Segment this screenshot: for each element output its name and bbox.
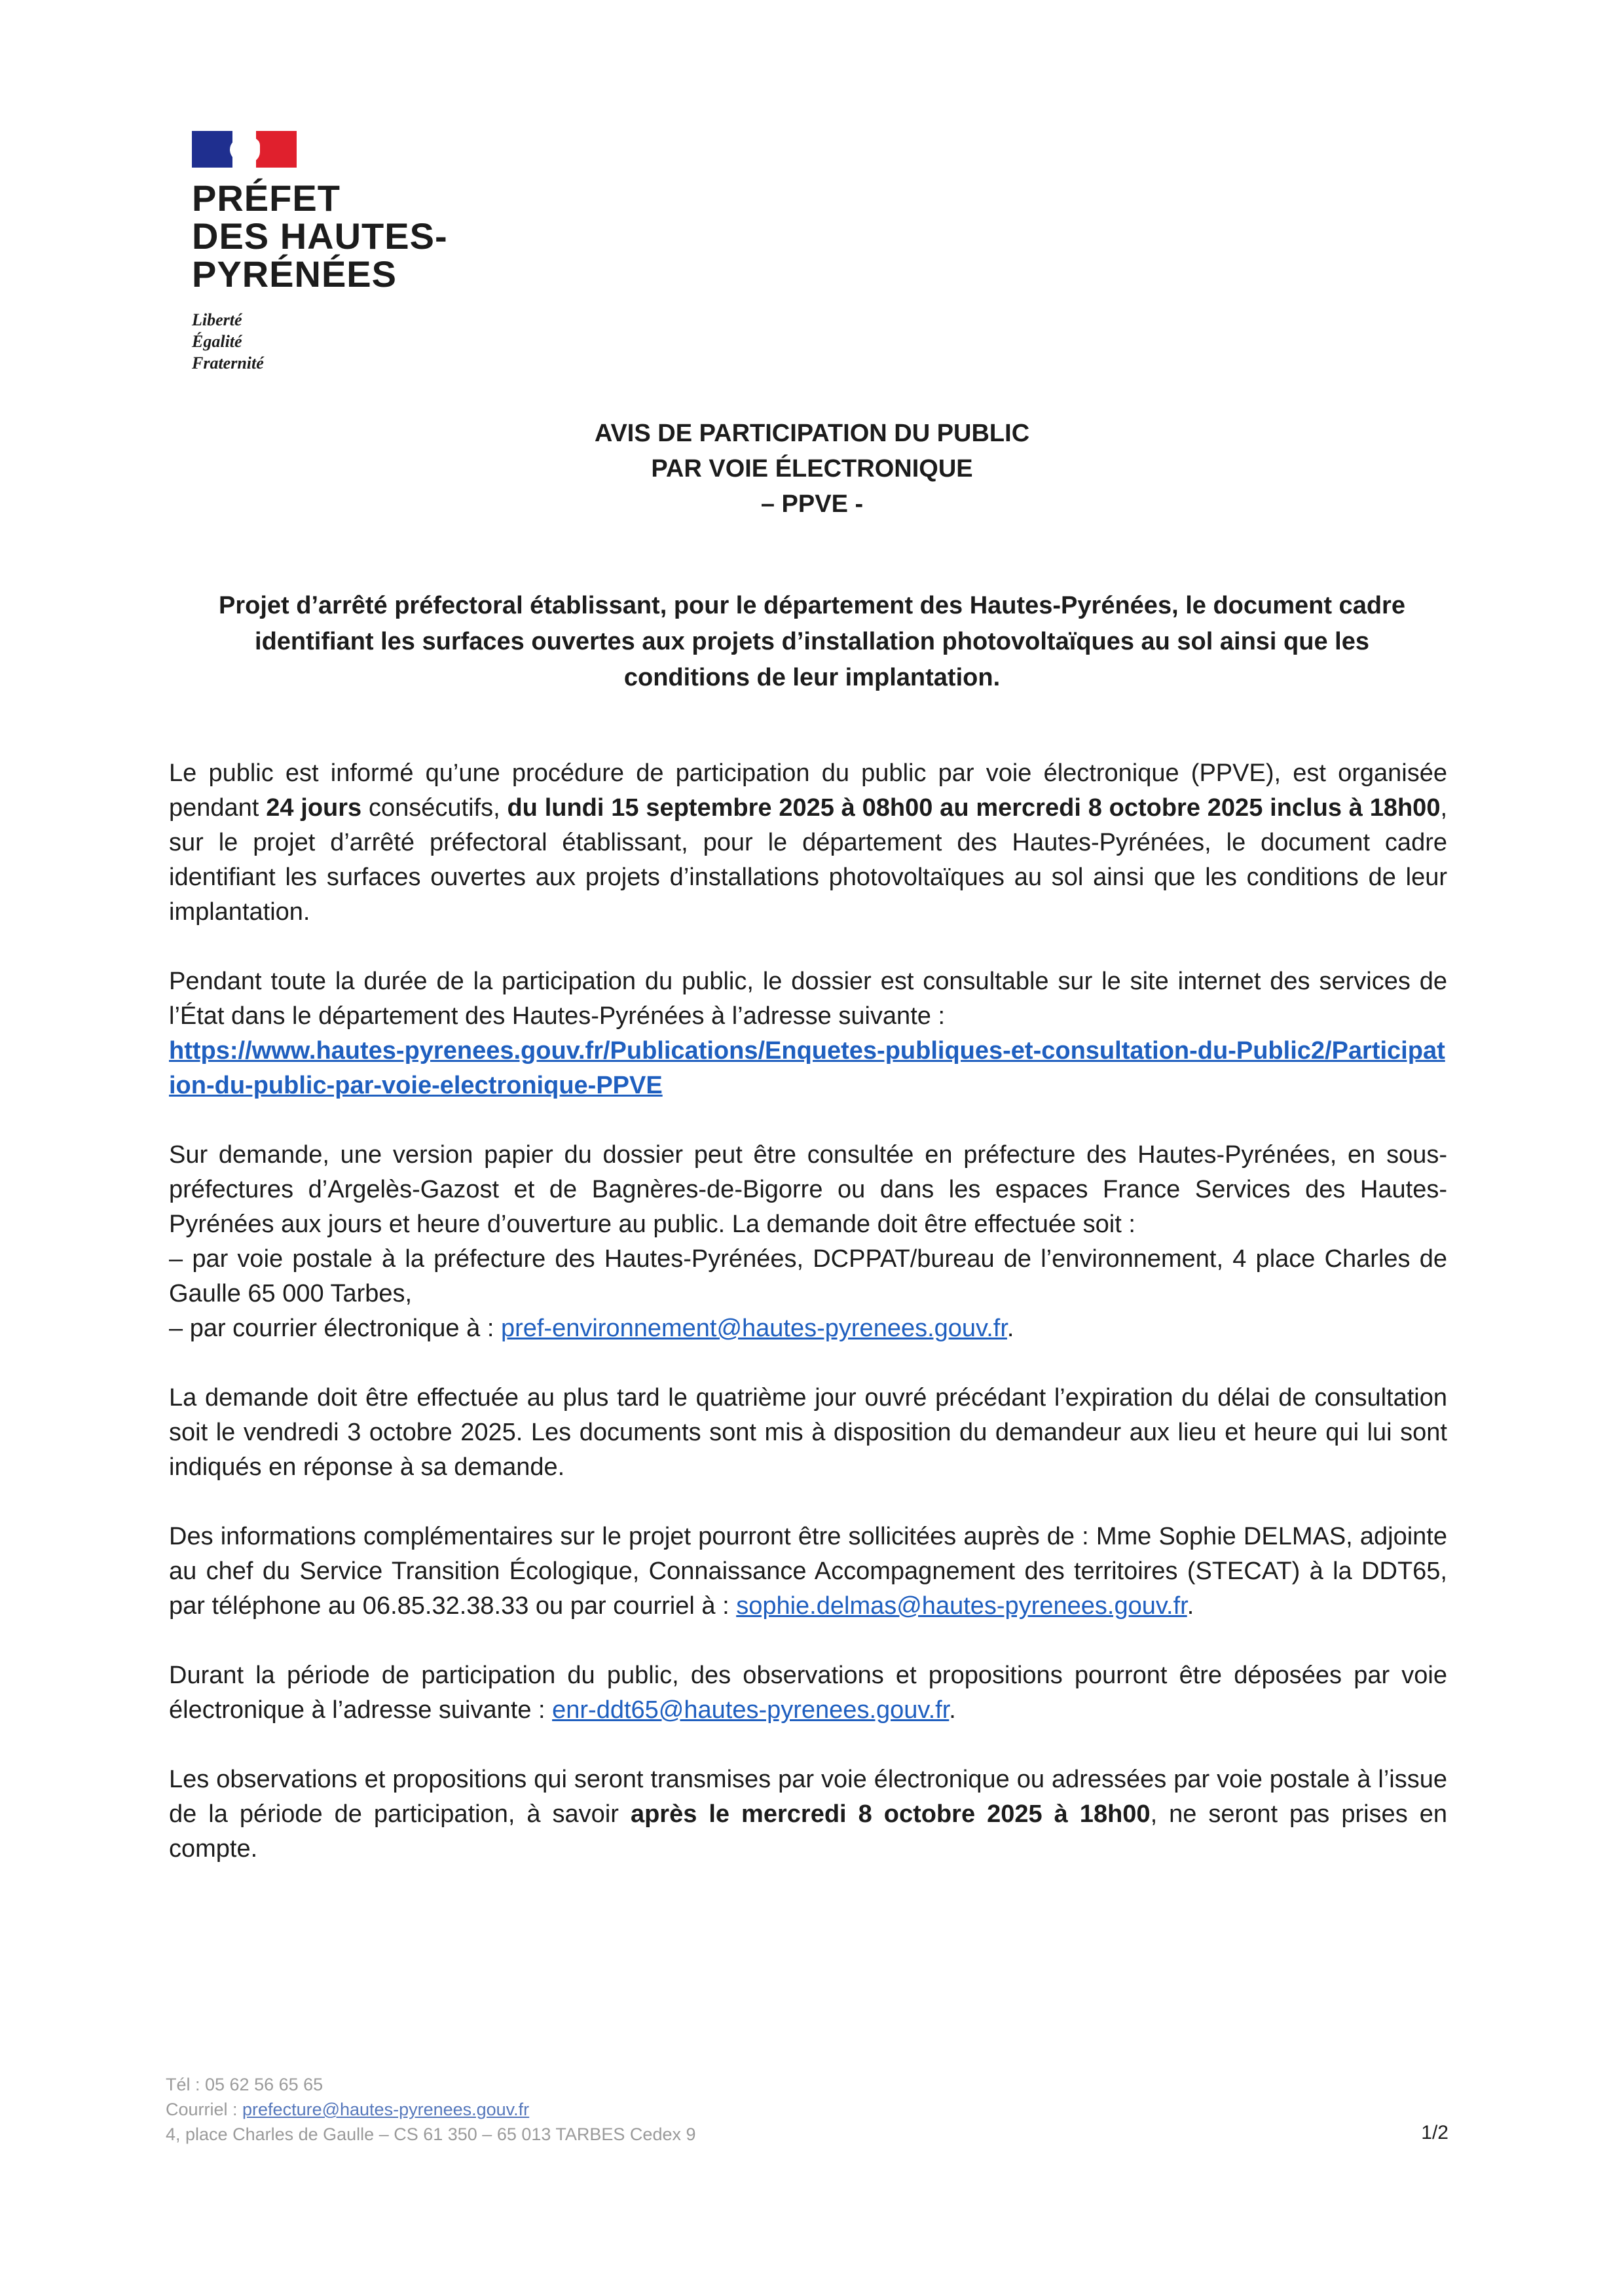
paragraph-deadline: La demande doit être effectuée au plus tard le quatrième jour ouvré précédant l’expiration du délai de consultation soit le vendredi 3 octobre 2025. Les documents sont mis à disposition du demandeur aux lieu et heure qui lui sont indiqués en réponse à sa demande. (169, 1384, 1447, 1481)
prefet-name: PRÉFET DES HAUTES- PYRÉNÉES (192, 177, 448, 295)
sophie-delmas-email-link[interactable]: sophie.delmas@hautes-pyrenees.gouv.fr (736, 1592, 1187, 1620)
prefecture-logo (192, 131, 448, 374)
pref-environnement-email-link[interactable]: pref-environnement@hautes-pyrenees.gouv.fr (500, 1315, 1007, 1342)
footer-contact (166, 2072, 696, 2147)
marianne-flag-icon (192, 131, 297, 168)
list-item-postal: – par voie postale à la préfecture des Hautes-Pyrénées, DCPPAT/bureau de l’environnement, 4 place Charles de Gaulle 65 000 Tarbes, (169, 1245, 1447, 1307)
paragraph-contact: Des informations complémentaires sur le projet pourront être sollicitées auprès de : Mme Sophie DELMAS, adjointe au chef du Service Transition Écologique, Connaissance Accompagnement des territoires (STECAT) à la DDT65, par téléphone au 06.85.32.38.33 ou par courriel à : sophie.delmas@hautes-pyrenees.gouv.fr. (169, 1523, 1447, 1620)
page-number: 1/2 (1421, 2122, 1449, 2143)
republic-motto: Liberté Égalité Fraternité (192, 310, 264, 373)
footer-phone: Tél : 05 62 56 65 65 (166, 2075, 323, 2094)
ppve-website-link[interactable]: https://www.hautes-pyrenees.gouv.fr/Publications/Enquetes-publiques-et-consultation-du-Public2/Participation-du-public-par-voie-electronique-PPVE (169, 1037, 1445, 1099)
document-title: AVIS DE PARTICIPATION DU PUBLIC PAR VOIE ÉLECTRONIQUE – PPVE - (594, 420, 1030, 518)
paragraph-late-submissions: Les observations et propositions qui seront transmises par voie électronique ou adressées par voie postale à l’issue de la période de participation, à savoir après le mercredi 8 octobre 2025 à 18h00, ne seront pas prises en compte. (169, 1766, 1447, 1863)
enr-ddt65-email-link[interactable]: enr-ddt65@hautes-pyrenees.gouv.fr (552, 1696, 950, 1724)
paragraph-procedure: Le public est informé qu’une procédure de participation du public par voie électronique (PPVE), est organisée pendant 24 jours consécutifs, du lundi 15 septembre 2025 à 08h00 au mercredi 8 octobre 2025 inclus à 18h00, sur le projet d’arrêté préfectoral établissant, pour le département des Hautes-Pyrénées, le document cadre identifiant les surfaces ouvertes aux projets d’installations photovoltaïques au sol ainsi que les conditions de leur implantation. (169, 759, 1448, 926)
prefecture-email-link[interactable]: prefecture@hautes-pyrenees.gouv.fr (242, 2100, 530, 2119)
footer-courriel: Courriel : prefecture@hautes-pyrenees.gouv.fr (166, 2100, 530, 2119)
footer-address: 4, place Charles de Gaulle – CS 61 350 – 65 013 TARBES Cedex 9 (166, 2124, 696, 2144)
paragraph-observations: Durant la période de participation du public, des observations et propositions pourront être déposées par voie électronique à l’adresse suivante : enr-ddt65@hautes-pyrenees.gouv.fr. (169, 1662, 1447, 1724)
document-subject: Projet d’arrêté préfectoral établissant, pour le département des Hautes-Pyrénées, le document cadre identifiant les surfaces ouvertes aux projets d’installation photovoltaïques au sol ainsi que les conditions de leur implantation. (219, 592, 1405, 691)
document-body (169, 756, 1447, 1901)
list-item-email: – par courrier électronique à : pref-environnement@hautes-pyrenees.gouv.fr. (169, 1315, 1014, 1342)
paragraph-consultation: Pendant toute la durée de la participation du public, le dossier est consultable sur le site internet des services de l’État dans le département des Hautes-Pyrénées à l’adresse suivante : https://www.hautes-pyrenees.gouv.fr/Publications/Enquetes-publiques-et-consultation-du-Public2/Participation-du-public-par-voie-electronique-PPVE (169, 968, 1447, 1099)
paragraph-paper-version: Sur demande, une version papier du dossier peut être consultée en préfecture des Hautes-Pyrénées, en sous-préfectures d’Argelès-Gazost et de Bagnères-de-Bigorre ou dans les espaces France Services des Hautes-Pyrénées aux jours et heure d’ouverture au public. La demande doit être effectuée soit : (169, 1141, 1447, 1238)
